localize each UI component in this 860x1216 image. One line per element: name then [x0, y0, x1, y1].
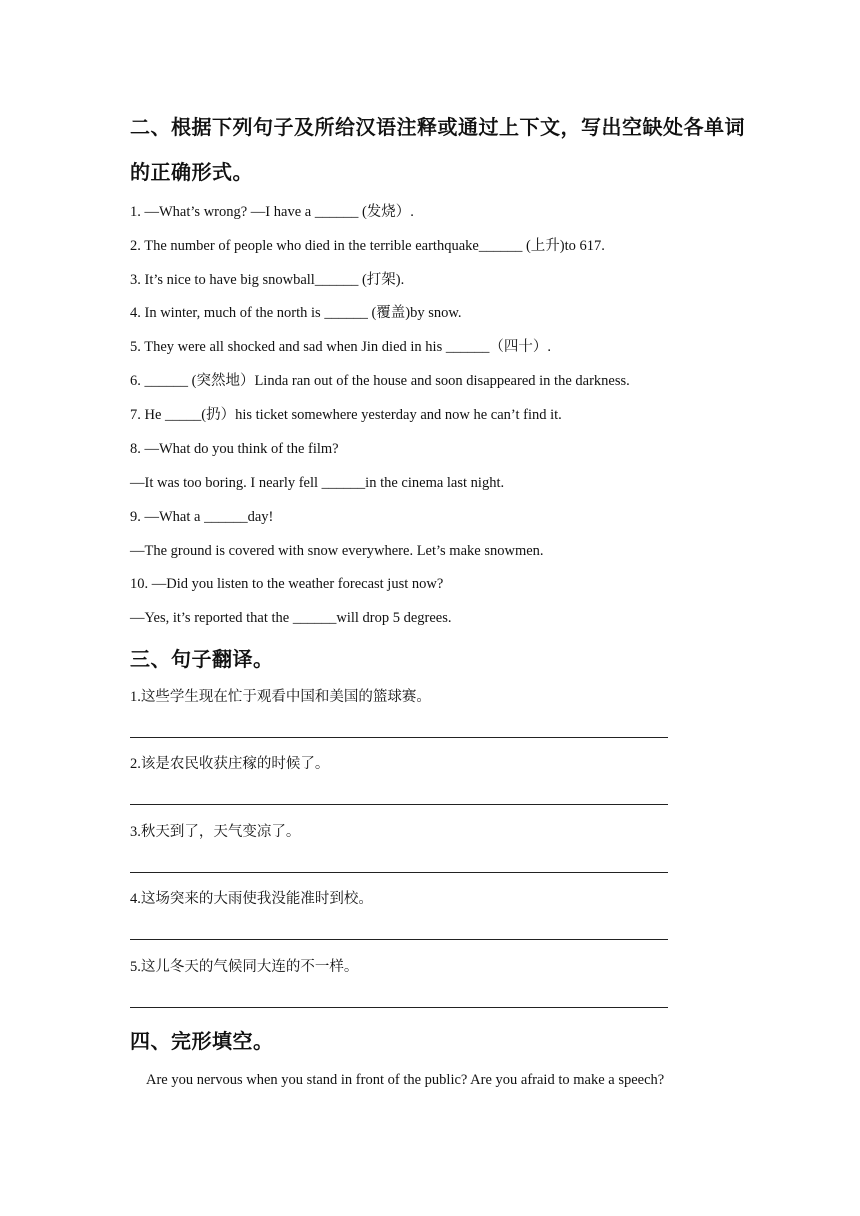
section-2-heading-line-2: 的正确形式。: [130, 160, 253, 184]
fill-blank-item-10-question: 10. —Did you listen to the weather forecast just now?: [130, 576, 444, 592]
fill-blank-item-9-answer: —The ground is covered with snow everywhere. Let’s make snowmen.: [130, 543, 544, 559]
fill-blank-item-4: 4. In winter, much of the north is ______ (覆盖)by snow.: [130, 305, 462, 321]
fill-blank-item-6: 6. ______ (突然地）Linda ran out of the house and soon disappeared in the darkness.: [130, 373, 630, 389]
translation-item-1: 1.这些学生现在忙于观看中国和美国的篮球赛。: [130, 689, 431, 705]
translation-item-2: 2.该是农民收获庄稼的时候了。: [130, 756, 330, 772]
fill-blank-item-10-answer: —Yes, it’s reported that the ______will drop 5 degrees.: [130, 610, 452, 626]
translation-item-4: 4.这场突来的大雨使我没能准时到校。: [130, 891, 373, 907]
cloze-passage-line-1: Are you nervous when you stand in front of the public? Are you afraid to make a speech?: [146, 1072, 665, 1088]
fill-blank-item-9-question: 9. —What a ______day!: [130, 509, 274, 525]
answer-line-2: [130, 804, 668, 805]
answer-line-3: [130, 872, 668, 873]
section-2-heading-line-1: 二、根据下列句子及所给汉语注释或通过上下文，写出空缺处各单词: [130, 115, 745, 139]
fill-blank-item-1: 1. —What’s wrong? —I have a ______ (发烧）.: [130, 204, 414, 220]
answer-line-1: [130, 737, 668, 738]
answer-line-4: [130, 939, 668, 940]
fill-blank-item-3: 3. It’s nice to have big snowball______ (打架).: [130, 272, 405, 288]
translation-item-5: 5.这儿冬天的气候同大连的不一样。: [130, 959, 359, 975]
answer-line-5: [130, 1007, 668, 1008]
fill-blank-item-7: 7. He _____(扔）his ticket somewhere yesterday and now he can’t find it.: [130, 407, 562, 423]
fill-blank-item-8-answer: —It was too boring. I nearly fell ______in the cinema last night.: [130, 475, 505, 491]
fill-blank-item-5: 5. They were all shocked and sad when Jin died in his ______（四十）.: [130, 339, 551, 355]
section-3-heading: 三、句子翻译。: [130, 647, 274, 671]
fill-blank-item-2: 2. The number of people who died in the terrible earthquake______ (上升)to 617.: [130, 238, 605, 254]
section-4-heading: 四、完形填空。: [130, 1029, 274, 1053]
fill-blank-item-8-question: 8. —What do you think of the film?: [130, 441, 339, 457]
translation-item-3: 3.秋天到了，天气变凉了。: [130, 824, 301, 840]
